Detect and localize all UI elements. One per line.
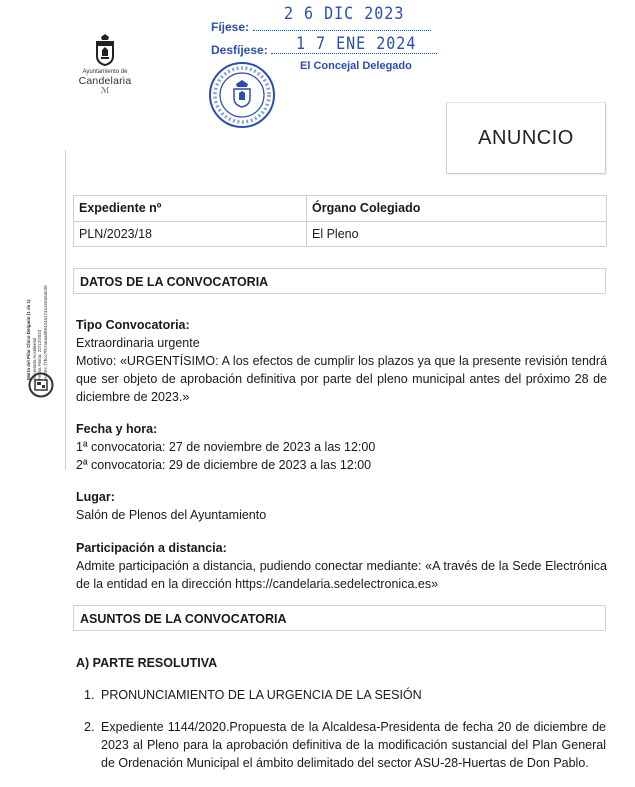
lugar-label: Lugar: [76, 490, 115, 504]
desfijese-label: Desfíjese: [211, 43, 268, 57]
asuntos-section-header [73, 605, 606, 631]
signature-text [26, 170, 48, 380]
signature-line-2: Secretaria Accidental [31, 337, 37, 380]
official-seal-icon [207, 60, 277, 130]
signature-line-3: Fecha Firma: 22/12/2023 [37, 329, 42, 380]
expediente-value: PLN/2023/18 [79, 227, 152, 241]
fijese-date: 2 6 DIC 2023 [284, 2, 405, 24]
logo-name: Candelaria [78, 75, 132, 87]
desfijese-date: 1 7 ENE 2024 [296, 32, 417, 54]
segunda-convocatoria: 2ª convocatoria: 29 de diciembre de 2023 a las 12:00 [76, 458, 372, 472]
fijese-label: Fíjese: [211, 20, 250, 34]
asunto-text-1: PRONUNCIAMIENTO DE LA URGENCIA DE LA SESIÓN [101, 688, 422, 702]
motivo-text: Motivo: «URGENTÍSIMO: A los efectos de cumplir los plazos ya que la presente revisión tendrá que ser objeto de aprobación definitiva por parte del pleno municipal antes del próximo 28 de diciembre de 2023.» [76, 354, 607, 404]
primera-convocatoria: 1ª convocatoria: 27 de noviembre de 2023 a las 12:00 [76, 440, 376, 454]
fecha-label: Fecha y hora: [76, 422, 158, 436]
concejal-delegado: El Concejal Delegado [300, 60, 412, 72]
signature-line-1: Marta del Pilar Chico Delgado (1 de 1) [26, 299, 31, 380]
tipo-label: Tipo Convocatoria: [76, 318, 190, 332]
parte-resolutiva: A) PARTE RESOLUTIVA [76, 656, 218, 670]
coat-of-arms-icon [92, 34, 118, 66]
participacion-value: Admite participación a distancia, pudiendo conectar mediante: «A través de la Sede Electrónica de la entidad en la dirección https://candelaria.sedelectronica.es» [76, 559, 607, 591]
municipal-logo [70, 34, 140, 95]
asunto-number-2: 2. [84, 720, 95, 734]
signature-line-4: HASH: f7bcc7f57a6aa5b8424a174a1e0a5a538 [42, 285, 48, 380]
tipo-value: Extraordinaria urgente [76, 336, 200, 350]
verification-seal-icon [28, 372, 54, 398]
logo-signature-mark: ℳ [100, 86, 110, 95]
participacion-label: Participación a distancia: [76, 541, 227, 555]
organo-value: El Pleno [312, 227, 359, 241]
organo-header: Órgano Colegiado [312, 201, 421, 215]
datos-header-label: DATOS DE LA CONVOCATORIA [80, 275, 269, 289]
anuncio-title: ANUNCIO [446, 102, 606, 174]
datos-section-header [73, 268, 606, 294]
asuntos-header-label: ASUNTOS DE LA CONVOCATORIA [80, 612, 287, 626]
asunto-text-2: Expediente 1144/2020.Propuesta de la Alcaldesa-Presidenta de fecha 20 de diciembre de 2023 al Pleno para la aprobación definitiva de la modificación sustancial del Plan General de Ordenación Municipal el ámbito delimitado del sector ASU-28-Huertas de Don Pablo. [101, 720, 606, 770]
lugar-value: Salón de Plenos del Ayuntamiento [76, 508, 267, 522]
expediente-header: Expediente nº [79, 201, 162, 215]
logo-subtitle: Ayuntamiento de [82, 69, 128, 75]
asunto-number-1: 1. [84, 688, 95, 702]
